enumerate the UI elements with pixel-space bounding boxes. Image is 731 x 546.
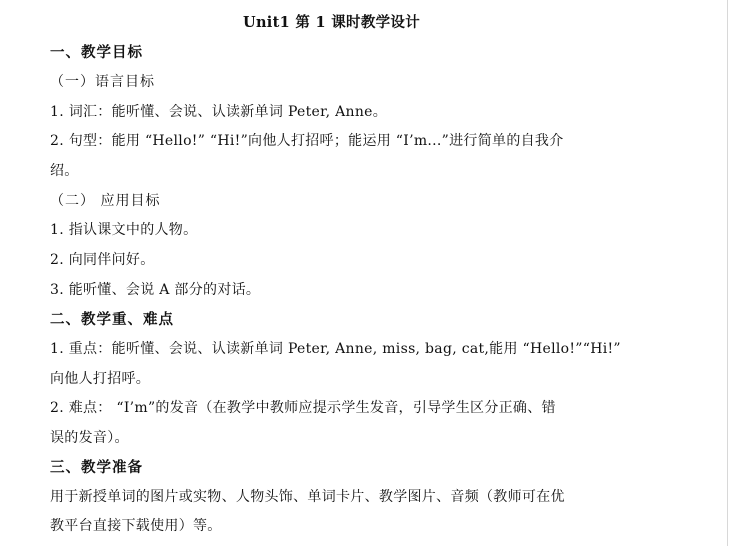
paragraph-line: 1. 指认课文中的人物。	[50, 222, 198, 238]
paragraph-line: 误的发音）。	[50, 430, 129, 446]
paragraph-line: 2. 句型：能用 “Hello!” “Hi!”向他人打招呼；能运用 “I’m...”进行简单的自我介	[50, 133, 564, 149]
paragraph-line: 3. 能听懂、会说 A 部分的对话。	[50, 282, 261, 298]
paragraph-line: 1. 词汇：能听懂、会说、认读新单词 Peter, Anne。	[50, 104, 388, 120]
section-heading-preparation: 三、教学准备	[50, 459, 143, 476]
subsection-heading-language-goals: （一）语言目标	[50, 74, 155, 90]
paragraph-line: 向他人打招呼。	[50, 371, 151, 387]
paragraph-line: 1. 重点：能听懂、会说、认读新单词 Peter, Anne, miss, bag, cat,能用 “Hello!”“Hi!”	[50, 341, 621, 357]
paragraph-line: 教平台直接下载使用）等。	[50, 518, 222, 534]
paragraph-line: 2. 难点： “I’m”的发音（在教学中教师应提示学生发音，引导学生区分正确、错	[50, 400, 556, 416]
document-title: Unit1 第 1 课时教学设计	[243, 14, 421, 31]
page-edge-divider	[727, 0, 728, 546]
section-heading-key-points: 二、教学重、难点	[50, 311, 174, 328]
paragraph-line: 绍。	[50, 163, 79, 179]
paragraph-line: 用于新授单词的图片或实物、人物头饰、单词卡片、教学图片、音频（教师可在优	[50, 489, 565, 505]
section-heading-teaching-goals: 一、教学目标	[50, 44, 143, 61]
paragraph-line: 2. 向同伴问好。	[50, 252, 155, 268]
subsection-heading-application-goals: （二） 应用目标	[50, 193, 161, 209]
